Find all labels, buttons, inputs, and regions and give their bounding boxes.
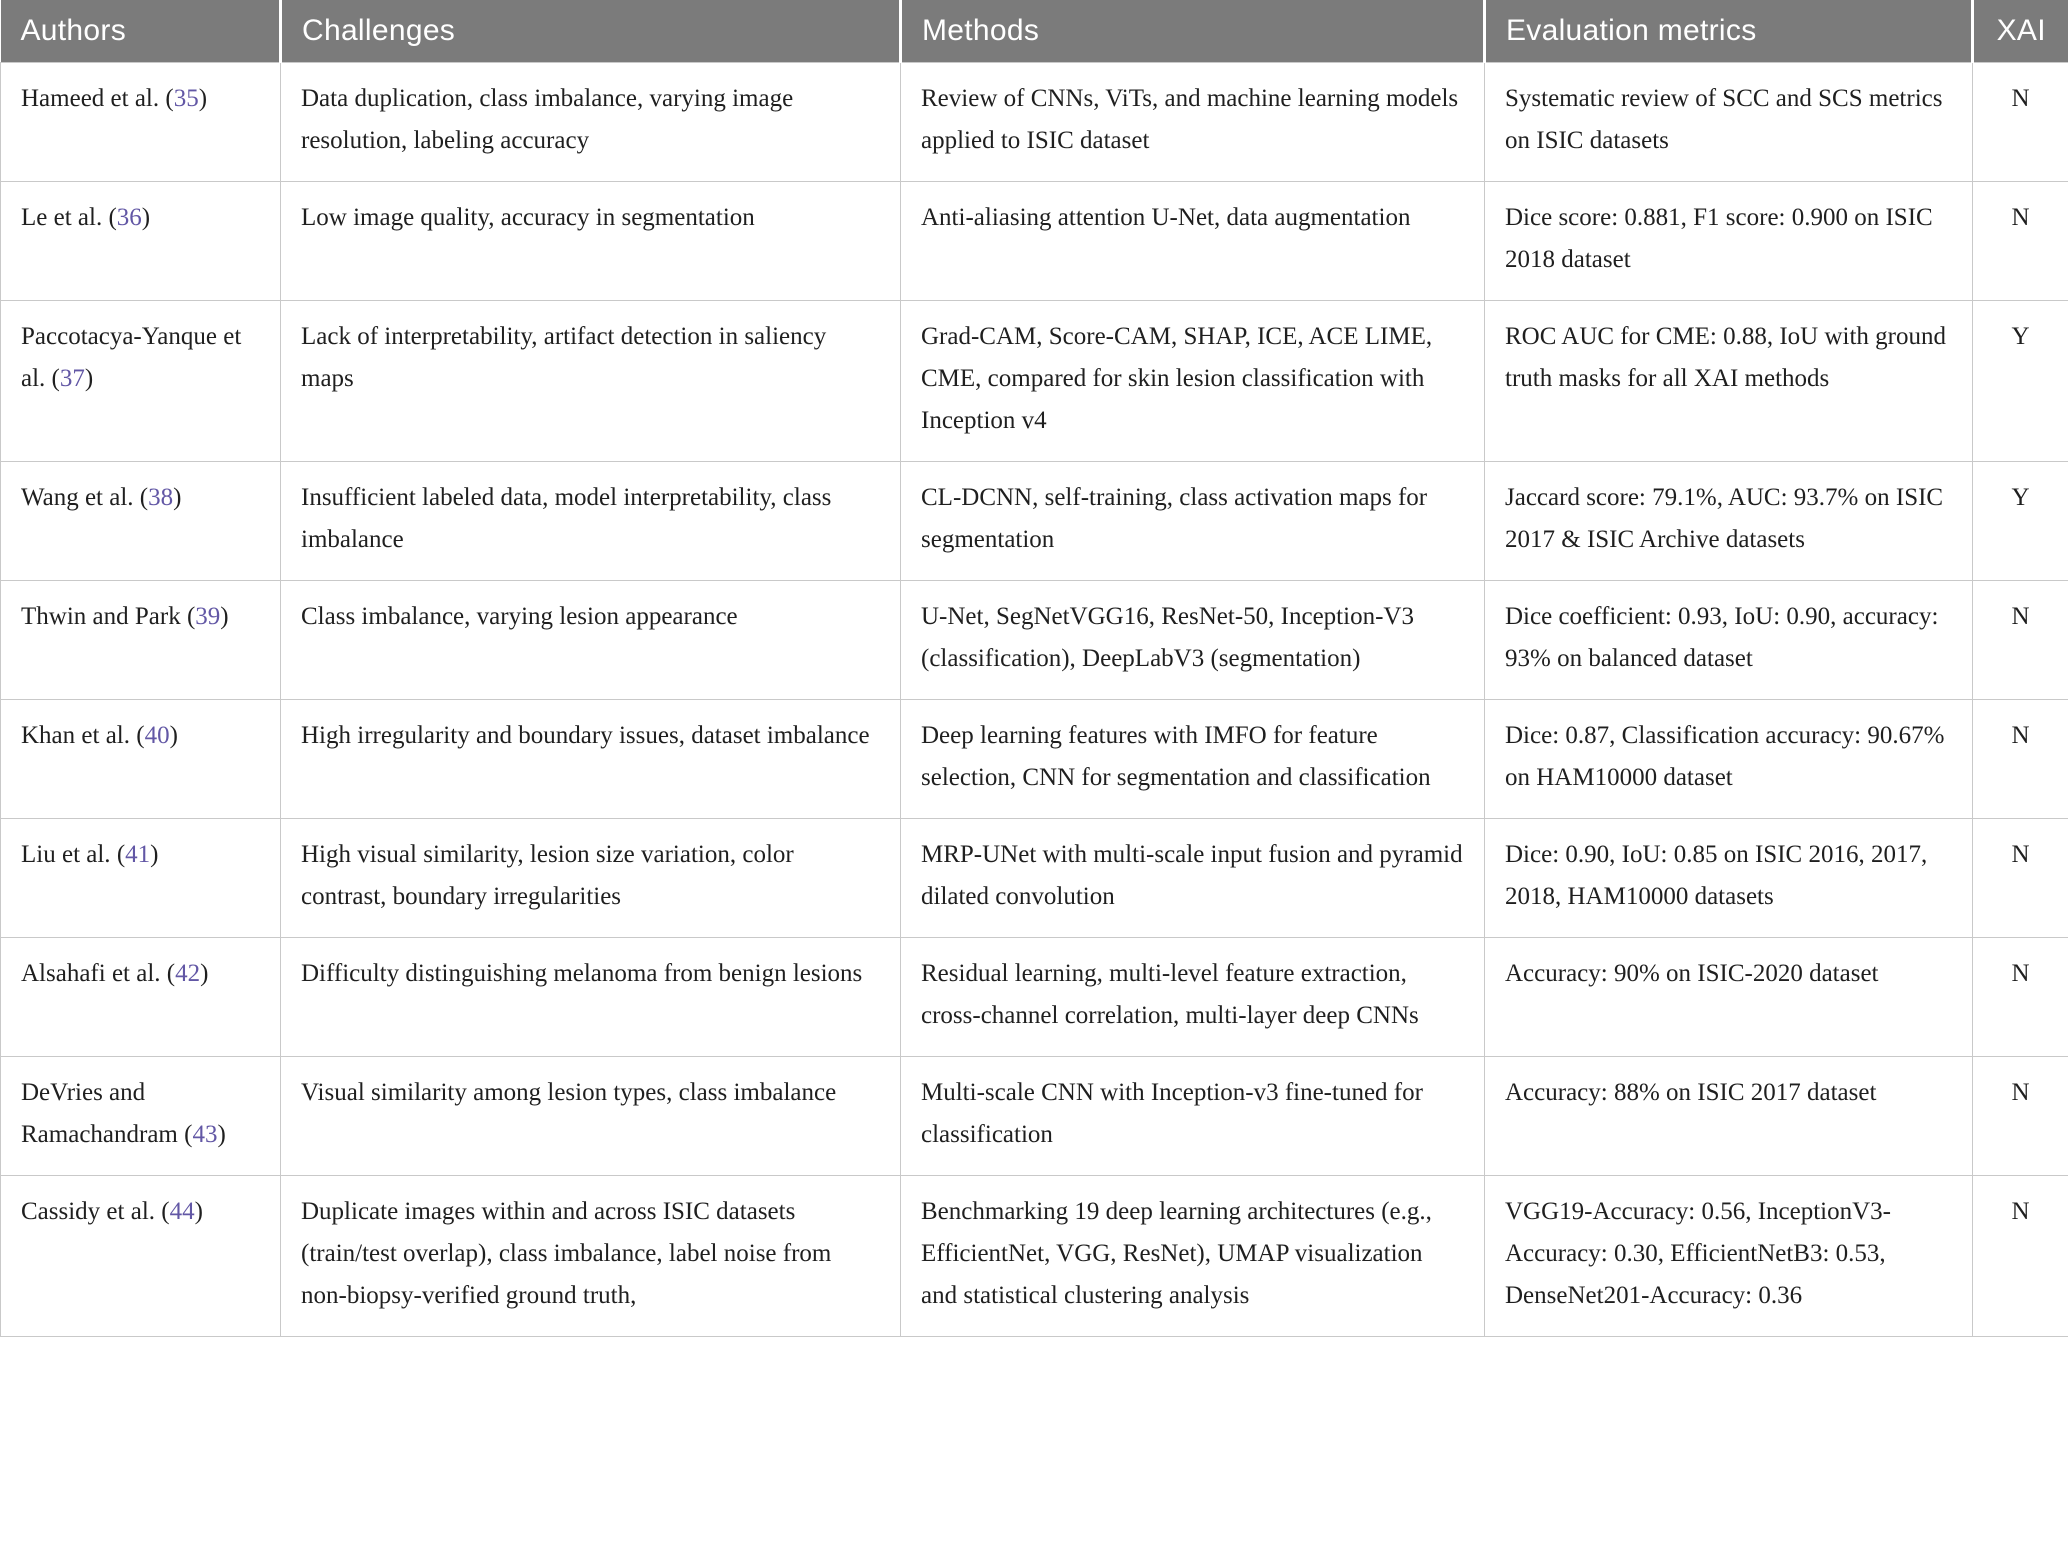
column-header-methods: Methods bbox=[901, 0, 1485, 62]
author-name: DeVries and Ramachandram bbox=[21, 1078, 178, 1148]
author-name: Paccotacya-Yanque et al. bbox=[21, 322, 242, 392]
xai-cell: N bbox=[1973, 580, 2068, 699]
table-row bbox=[1, 699, 2068, 818]
citation: (42) bbox=[166, 959, 209, 987]
column-header-authors: Authors bbox=[1, 0, 281, 62]
citation-link[interactable]: 42 bbox=[175, 959, 201, 987]
author-cell bbox=[1, 62, 281, 181]
methods-cell: U-Net, SegNetVGG16, ResNet-50, Inception-V3 (classification), DeepLabV3 (segmentation) bbox=[901, 580, 1485, 699]
column-header-challenges: Challenges bbox=[281, 0, 901, 62]
xai-cell: N bbox=[1973, 62, 2068, 181]
challenges-cell: Lack of interpretability, artifact detection in saliency maps bbox=[281, 300, 901, 461]
xai-cell: N bbox=[1973, 1056, 2068, 1175]
methods-cell: CL-DCNN, self-training, class activation maps for segmentation bbox=[901, 461, 1485, 580]
author-name: Khan et al. bbox=[21, 721, 130, 749]
table-row bbox=[1, 580, 2068, 699]
xai-cell: N bbox=[1973, 181, 2068, 300]
table-row bbox=[1, 818, 2068, 937]
challenges-cell: High visual similarity, lesion size variation, color contrast, boundary irregularities bbox=[281, 818, 901, 937]
challenges-cell: Low image quality, accuracy in segmentation bbox=[281, 181, 901, 300]
evaluation-metrics-cell: Dice coefficient: 0.93, IoU: 0.90, accuracy: 93% on balanced dataset bbox=[1485, 580, 1973, 699]
xai-cell: Y bbox=[1973, 300, 2068, 461]
citation: (37) bbox=[51, 364, 94, 392]
table-row bbox=[1, 1056, 2068, 1175]
table-row bbox=[1, 937, 2068, 1056]
citation-link[interactable]: 38 bbox=[148, 483, 174, 511]
challenges-cell: Visual similarity among lesion types, class imbalance bbox=[281, 1056, 901, 1175]
evaluation-metrics-cell: Dice: 0.87, Classification accuracy: 90.67% on HAM10000 dataset bbox=[1485, 699, 1973, 818]
column-header-evaluation-metrics: Evaluation metrics bbox=[1485, 0, 1973, 62]
evaluation-metrics-cell: VGG19-Accuracy: 0.56, InceptionV3-Accuracy: 0.30, EfficientNetB3: 0.53, DenseNet201-Accuracy: 0.36 bbox=[1485, 1175, 1973, 1336]
challenges-cell: Difficulty distinguishing melanoma from benign lesions bbox=[281, 937, 901, 1056]
citation-link[interactable]: 44 bbox=[169, 1197, 195, 1225]
author-name: Cassidy et al. bbox=[21, 1197, 156, 1225]
xai-cell: N bbox=[1973, 818, 2068, 937]
challenges-cell: Class imbalance, varying lesion appearance bbox=[281, 580, 901, 699]
methods-cell: MRP-UNet with multi-scale input fusion and pyramid dilated convolution bbox=[901, 818, 1485, 937]
author-cell bbox=[1, 937, 281, 1056]
author-name: Le et al. bbox=[21, 203, 103, 231]
citation-link[interactable]: 43 bbox=[192, 1120, 218, 1148]
author-cell bbox=[1, 181, 281, 300]
author-cell bbox=[1, 699, 281, 818]
evaluation-metrics-cell: Accuracy: 90% on ISIC-2020 dataset bbox=[1485, 937, 1973, 1056]
methods-cell: Residual learning, multi-level feature extraction, cross-channel correlation, multi-layer deep CNNs bbox=[901, 937, 1485, 1056]
citation: (36) bbox=[108, 203, 151, 231]
author-name: Thwin and Park bbox=[21, 602, 181, 630]
citation-link[interactable]: 39 bbox=[195, 602, 221, 630]
citation: (44) bbox=[161, 1197, 203, 1225]
xai-cell: N bbox=[1973, 699, 2068, 818]
table-row bbox=[1, 461, 2068, 580]
challenges-cell: Insufficient labeled data, model interpretability, class imbalance bbox=[281, 461, 901, 580]
table-row bbox=[1, 181, 2068, 300]
methods-cell: Multi-scale CNN with Inception-v3 fine-tuned for classification bbox=[901, 1056, 1485, 1175]
author-name: Alsahafi et al. bbox=[21, 959, 161, 987]
column-header-xai: XAI bbox=[1973, 0, 2068, 62]
author-cell bbox=[1, 1175, 281, 1336]
citation-link[interactable]: 37 bbox=[59, 364, 85, 392]
challenges-cell: High irregularity and boundary issues, dataset imbalance bbox=[281, 699, 901, 818]
citation-link[interactable]: 36 bbox=[116, 203, 142, 231]
author-cell bbox=[1, 818, 281, 937]
evaluation-metrics-cell: Accuracy: 88% on ISIC 2017 dataset bbox=[1485, 1056, 1973, 1175]
xai-cell: Y bbox=[1973, 461, 2068, 580]
author-cell bbox=[1, 1056, 281, 1175]
table-row bbox=[1, 62, 2068, 181]
citation: (43) bbox=[184, 1120, 226, 1148]
citation: (40) bbox=[136, 721, 178, 749]
xai-cell: N bbox=[1973, 937, 2068, 1056]
table-header bbox=[1, 0, 2068, 62]
evaluation-metrics-cell: Dice: 0.90, IoU: 0.85 on ISIC 2016, 2017, 2018, HAM10000 datasets bbox=[1485, 818, 1973, 937]
xai-cell: N bbox=[1973, 1175, 2068, 1336]
evaluation-metrics-cell: Dice score: 0.881, F1 score: 0.900 on ISIC 2018 dataset bbox=[1485, 181, 1973, 300]
author-cell bbox=[1, 580, 281, 699]
evaluation-metrics-cell: Jaccard score: 79.1%, AUC: 93.7% on ISIC 2017 & ISIC Archive datasets bbox=[1485, 461, 1973, 580]
methods-cell: Review of CNNs, ViTs, and machine learning models applied to ISIC dataset bbox=[901, 62, 1485, 181]
evaluation-metrics-cell: ROC AUC for CME: 0.88, IoU with ground truth masks for all XAI methods bbox=[1485, 300, 1973, 461]
methods-cell: Benchmarking 19 deep learning architectures (e.g., EfficientNet, VGG, ResNet), UMAP visualization and statistical clustering analysis bbox=[901, 1175, 1485, 1336]
evaluation-metrics-cell: Systematic review of SCC and SCS metrics on ISIC datasets bbox=[1485, 62, 1973, 181]
challenges-cell: Data duplication, class imbalance, varying image resolution, labeling accuracy bbox=[281, 62, 901, 181]
table-row bbox=[1, 1175, 2068, 1336]
citation: (35) bbox=[165, 84, 208, 112]
table-body bbox=[1, 62, 2068, 1336]
methods-cell: Deep learning features with IMFO for feature selection, CNN for segmentation and classification bbox=[901, 699, 1485, 818]
citation: (38) bbox=[139, 483, 182, 511]
author-name: Liu et al. bbox=[21, 840, 111, 868]
challenges-cell: Duplicate images within and across ISIC datasets (train/test overlap), class imbalance, label noise from non-biopsy-verified ground truth, bbox=[281, 1175, 901, 1336]
citation-link[interactable]: 41 bbox=[125, 840, 151, 868]
methods-cell: Grad-CAM, Score-CAM, SHAP, ICE, ACE LIME, CME, compared for skin lesion classification with Inception v4 bbox=[901, 300, 1485, 461]
citation-link[interactable]: 40 bbox=[144, 721, 170, 749]
methods-cell: Anti-aliasing attention U-Net, data augmentation bbox=[901, 181, 1485, 300]
citation-link[interactable]: 35 bbox=[173, 84, 199, 112]
citation: (41) bbox=[116, 840, 159, 868]
table-header-row bbox=[1, 0, 2068, 62]
author-name: Hameed et al. bbox=[21, 84, 160, 112]
table-row bbox=[1, 300, 2068, 461]
author-cell bbox=[1, 300, 281, 461]
author-name: Wang et al. bbox=[21, 483, 134, 511]
author-cell bbox=[1, 461, 281, 580]
citation: (39) bbox=[186, 602, 229, 630]
